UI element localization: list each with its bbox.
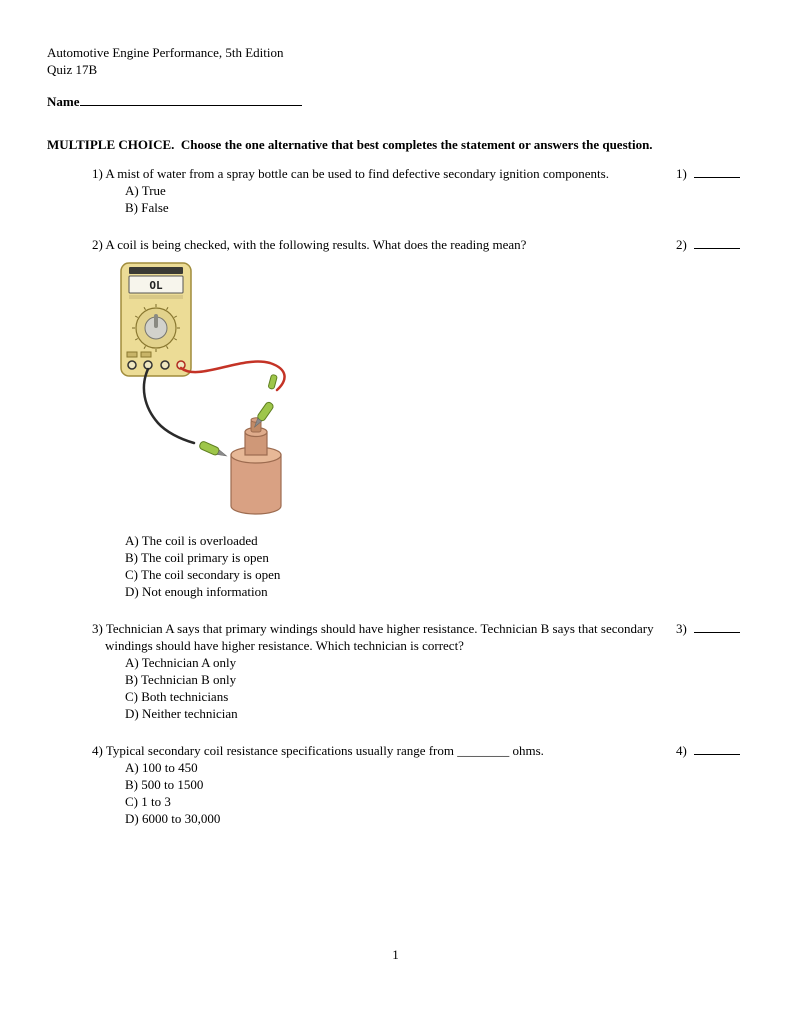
page-number: 1 xyxy=(392,947,399,962)
answer-option: A) Technician A only xyxy=(125,655,237,670)
name-blank-line xyxy=(80,92,302,106)
option-list xyxy=(125,654,745,722)
answer-field-3 xyxy=(676,620,740,637)
answer-option: D) Neither technician xyxy=(125,706,238,721)
option-list xyxy=(125,759,745,827)
answer-option: A) True xyxy=(125,183,166,198)
answer-option: C) 1 to 3 xyxy=(125,794,171,809)
black-test-lead xyxy=(144,369,194,443)
answer-option: C) The coil secondary is open xyxy=(125,567,281,582)
option-list xyxy=(125,182,745,216)
question-prompt: 1) A mist of water from a spray bottle can be used to find defective secondary ignition components. xyxy=(92,166,609,181)
question-4 xyxy=(92,742,745,827)
input-jack xyxy=(161,361,169,369)
answer-option: D) 6000 to 30,000 xyxy=(125,811,221,826)
answer-number: 1) xyxy=(676,166,687,181)
question-prompt: 2) A coil is being checked, with the following results. What does the reading mean? xyxy=(92,237,527,252)
question-prompt: 3) Technician A says that primary windings should have higher resistance. Technician B says that secondary windings should have higher resistance. Which technician is correct? xyxy=(92,621,654,653)
answer-field-4 xyxy=(676,742,740,759)
question-3 xyxy=(92,620,745,722)
meter-button xyxy=(127,352,137,357)
coil-test-figure xyxy=(118,259,348,524)
answer-option: B) The coil primary is open xyxy=(125,550,269,565)
name-label: Name xyxy=(47,94,80,109)
answer-blank-line xyxy=(694,620,740,633)
answer-blank-line xyxy=(694,236,740,249)
answer-option: A) The coil is overloaded xyxy=(125,533,258,548)
question-1 xyxy=(92,165,745,216)
dial-pointer xyxy=(154,314,158,328)
question-list xyxy=(47,165,745,827)
meter-brand-band xyxy=(129,267,183,274)
document-title: Automotive Engine Performance, 5th Edition xyxy=(47,45,284,60)
answer-number: 4) xyxy=(676,743,687,758)
meter-button xyxy=(141,352,151,357)
answer-option: C) Both technicians xyxy=(125,689,229,704)
answer-field-2 xyxy=(676,236,740,253)
question-2 xyxy=(92,236,745,600)
meter-reading-text: OL xyxy=(149,279,163,292)
question-prompt: 4) Typical secondary coil resistance specifications usually range from ________ ohms. xyxy=(92,743,544,758)
input-jack xyxy=(128,361,136,369)
answer-number: 2) xyxy=(676,237,687,252)
banana-adapter xyxy=(268,374,277,389)
answer-option: B) 500 to 1500 xyxy=(125,777,204,792)
section-instructions: MULTIPLE CHOICE. Choose the one alternative that best completes the statement or answers the question. xyxy=(47,137,653,152)
answer-blank-line xyxy=(694,165,740,178)
answer-field-1 xyxy=(676,165,740,182)
answer-option: B) Technician B only xyxy=(125,672,237,687)
quiz-number: Quiz 17B xyxy=(47,62,98,77)
multimeter xyxy=(121,263,191,376)
answer-option: D) Not enough information xyxy=(125,584,268,599)
option-list xyxy=(125,532,745,600)
name-row xyxy=(47,92,745,110)
ignition-coil xyxy=(231,418,281,514)
alligator-clip-black xyxy=(199,441,229,460)
answer-number: 3) xyxy=(676,621,687,636)
answer-option: A) 100 to 450 xyxy=(125,760,198,775)
answer-blank-line xyxy=(694,742,740,755)
multimeter-coil-illustration xyxy=(118,259,348,524)
answer-option: B) False xyxy=(125,200,169,215)
